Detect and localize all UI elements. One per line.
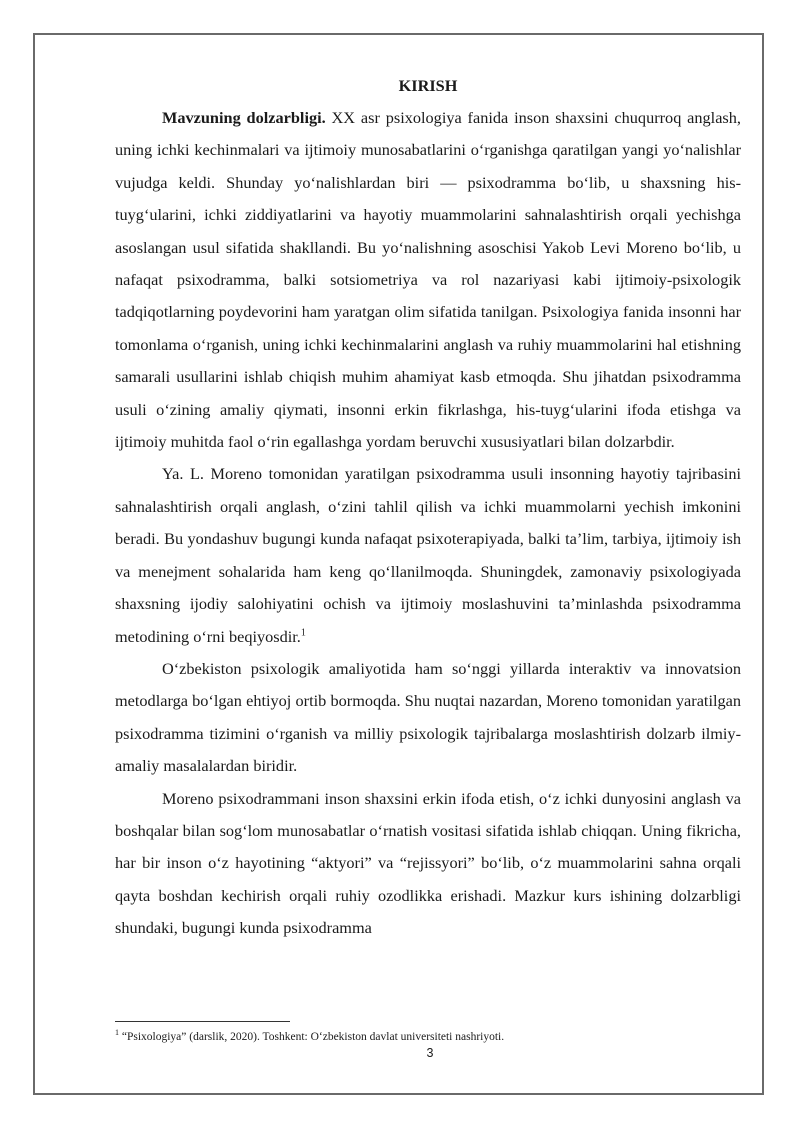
paragraph-1: [115, 102, 741, 458]
paragraph-lead: Mavzuning dolzarbligi.: [162, 108, 326, 127]
footnote-marker: 1: [115, 1028, 119, 1038]
footnote: [115, 1030, 741, 1044]
paragraph-3: O‘zbekiston psixologik amaliyotida ham so‘nggi yillarda interaktiv va innovatsion metodlarga bo‘lgan ehtiyoj ortib bormoqda. Shu nuqtai nazardan, Moreno tomonidan yaratilgan psixodramma tizimini o‘rganish va milliy psixologik tajribalarga moslashtirish dolzarb ilmiy-amaliy masalalardan biridir.: [115, 658, 741, 776]
footnote-reference[interactable]: 1: [300, 627, 306, 639]
page-number: 3: [426, 1046, 434, 1060]
paragraph-4: Moreno psixodrammani inson shaxsini erkin ifoda etish, o‘z ichki dunyosini anglash va boshqalar bilan sog‘lom munosabatlar o‘rnatish vositasi sifatida ishlab chiqqan. Uning fikricha, har bir inson o‘z hayotining “aktyori” va “rejissyori” bo‘lib, o‘z muammolarini sahna orqali qayta boshdan kechirish orqali ruhiy ozodlikka erishadi. Mazkur kurs ishining dolzarbligi shundaki, bugungi kunda psixodramma: [115, 788, 741, 938]
footnote-text: “Psixologiya” (darslik, 2020). Toshkent: O‘zbekiston davlat universiteti nashriyoti.: [119, 1031, 505, 1043]
paragraph-2: [115, 458, 741, 652]
footnote-separator: [115, 1021, 290, 1022]
page-body: [115, 70, 741, 945]
paragraph-text: XX asr psixologiya fanida inson shaxsini chuqurroq anglash, uning ichki kechinmalari va ijtimoiy munosabatlarini o‘rganishga qaratilgan yangi yo‘nalishlar vujudga keldi. Shunday yo‘nalishlardan biri — psixodramma bo‘lib, u shaxsning his-tuyg‘ularini, ichki ziddiyatlarini va hayotiy muammolarini sahnalashtirish orqali yechishga asoslangan usul sifatida shakllandi. Bu yo‘nalishning asoschisi Yakob Levi Moreno bo‘lib, u nafaqat psixodramma, balki sotsiometriya va rol nazariyasi kabi ijtimoiy-psixologik tadqiqotlarning poydevorini ham yaratgan olim sifatida tanilgan. Psixologiya fanida insonni har tomonlama o‘rganish, uning ichki kechinmalarini anglash va ruhiy muammolarini hal etishning samarali usullarini ishlab chiqish muhim ahamiyat kasb etmoqda. Shu jihatdan psixodramma usuli o‘zining amaliy qiymati, insonni erkin fikrlashga, his-tuyg‘ularini ifoda etishga va ijtimoiy muhitda faol o‘rin egallashga yordam beruvchi xususiyatlari bilan dolzarbdir.: [115, 108, 741, 452]
paragraph-text: Ya. L. Moreno tomonidan yaratilgan psixodramma usuli insonning hayotiy tajribasini sahnalashtirish orqali anglash, o‘zini tahlil qilish va ichki muammolarni yechish imkonini beradi. Bu yondashuv bugungi kunda nafaqat psixoterapiyada, balki ta’lim, tarbiya, ijtimoiy ish va menejment sohalarida ham keng qo‘llanilmoqda. Shuningdek, zamonaviy psixologiyada shaxsning ijodiy salohiyatini ochish va ijtimoiy moslashuvini ta’minlashda psixodramma metodining o‘rni beqiyosdir.: [115, 464, 741, 646]
section-heading: KIRISH: [398, 76, 458, 95]
